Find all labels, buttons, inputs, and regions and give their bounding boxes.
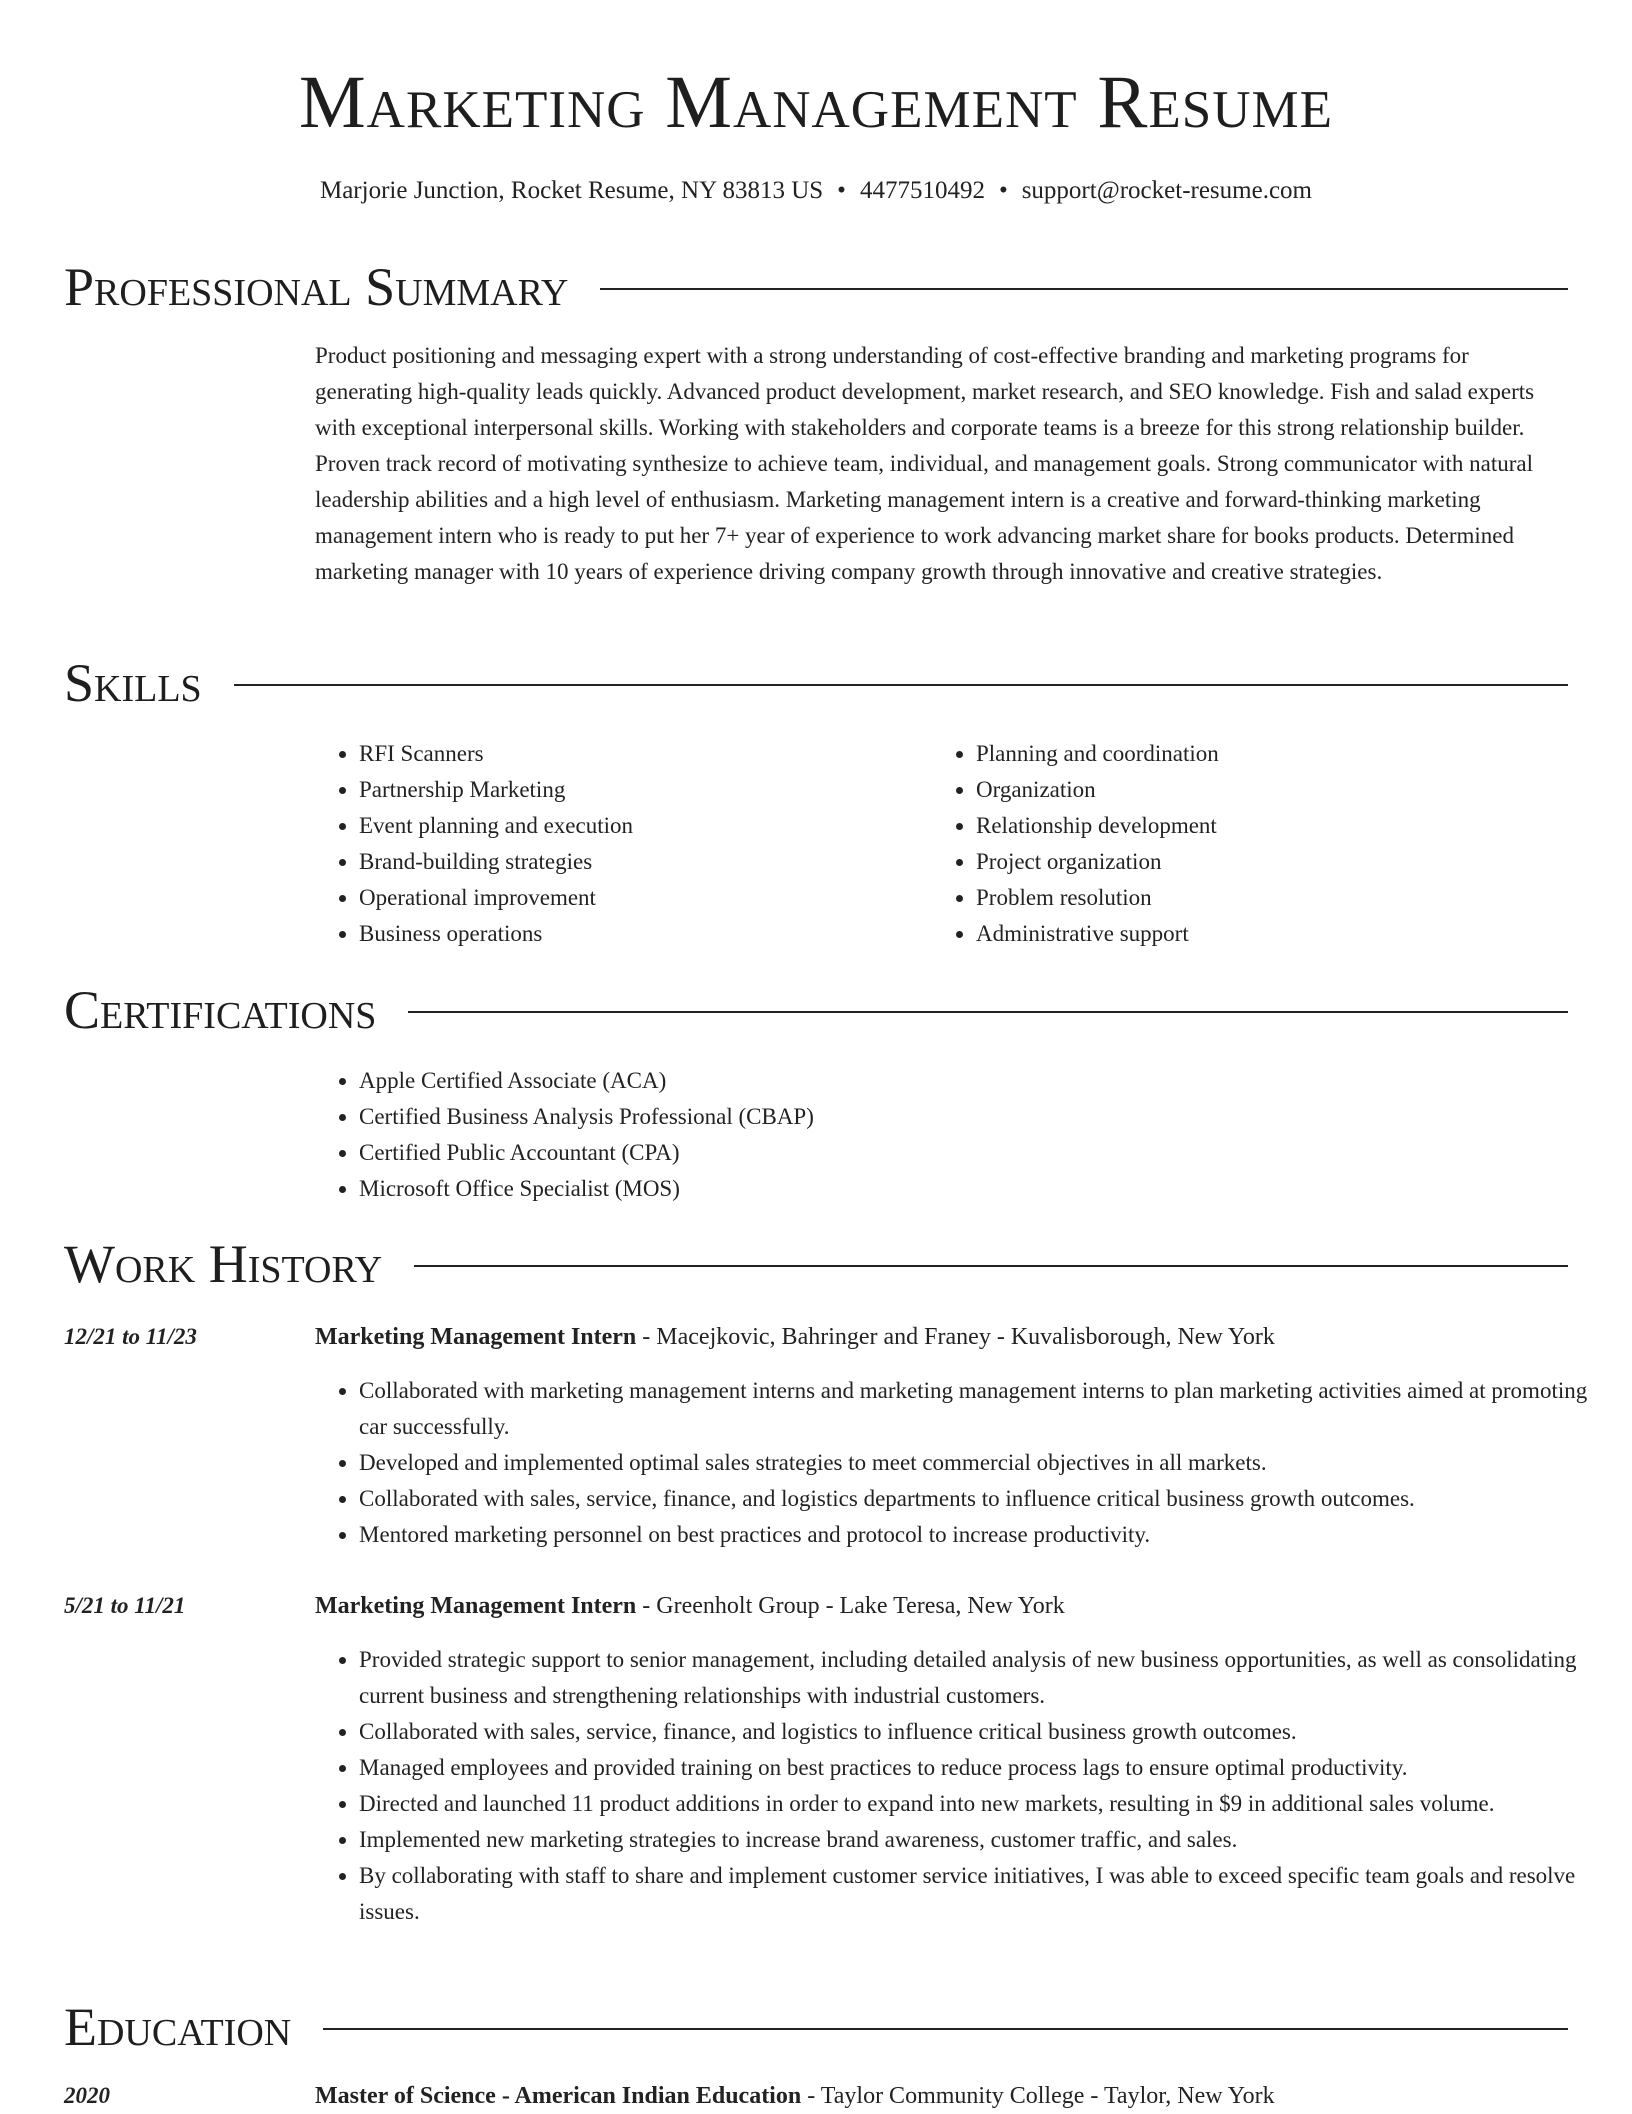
job-role: Marketing Management Intern — [315, 1593, 637, 1619]
job-duty: • Developed and implemented optimal sales strategies to meet commercial objectives in all markets. — [359, 1445, 1614, 1481]
skill-item: • Brand-building strategies — [359, 844, 939, 880]
job-dates: 5/21 to 11/21 — [64, 1593, 186, 1618]
certification-item: • Certified Public Accountant (CPA) — [359, 1135, 1559, 1171]
contact-address: Marjorie Junction, Rocket Resume, NY 83813 US — [319, 177, 824, 204]
skill-item: • Problem resolution — [976, 880, 1596, 916]
education-year: 2020 — [64, 2083, 110, 2108]
section-divider — [414, 1265, 1568, 1267]
skill-item: • Operational improvement — [359, 880, 939, 916]
section-divider — [600, 288, 1568, 290]
section-title-education: Education — [64, 1997, 292, 2057]
section-header-work-history — [64, 1234, 1568, 1294]
skill-item: • Business operations — [359, 916, 939, 952]
section-title-skills: Skills — [64, 653, 202, 713]
job-duty: • Collaborated with sales, service, finance, and logistics to influence critical business growth outcomes. — [359, 1714, 1614, 1750]
job-title-line — [315, 1319, 1570, 1355]
job-duty: • Implemented new marketing strategies to increase brand awareness, customer traffic, and sales. — [359, 1822, 1614, 1858]
contact-email: support@rocket-resume.com — [1021, 177, 1312, 204]
job-duties-list — [315, 1373, 1614, 1553]
contact-phone: 4477510492 — [859, 177, 985, 204]
skill-item: • Relationship development — [976, 808, 1596, 844]
section-header-education — [64, 1997, 1568, 2057]
summary-text: Product positioning and messaging expert with a strong understanding of cost-effective branding and marketing programs for generating high-quality leads quickly. Advanced product development, market research, and SEO knowledge. Fish and salad experts with exceptional interpersonal skills. Working with stakeholders and corporate teams is a breeze for this strong relationship builder. Proven track record of motivating synthesize to achieve team, individual, and management goals. Strong communicator with natural leadership abilities and a high level of enthusiasm. Marketing management intern is a creative and forward-thinking marketing management intern who is ready to put her 7+ year of experience to work advancing market share for books products. Determined marketing manager with 10 years of experience driving company growth through innovative and creative strategies. — [315, 343, 1535, 584]
section-header-summary — [64, 257, 1568, 317]
section-divider — [234, 684, 1568, 686]
skill-item: • Event planning and execution — [359, 808, 939, 844]
job-duty: • Directed and launched 11 product additions in order to expand into new markets, resulting in $9 in additional sales volume. — [359, 1786, 1614, 1822]
job-employer: - Macejkovic, Bahringer and Franey - Kuvalisborough, New York — [636, 1324, 1275, 1350]
resume-title: Marketing Management Resume — [299, 61, 1333, 144]
section-title-summary: Professional Summary — [64, 257, 569, 317]
job-duty: • Provided strategic support to senior management, including detailed analysis of new business opportunities, as well as consolidating current business and strengthening relationships with industrial customers. — [359, 1642, 1614, 1714]
skill-item: • Partnership Marketing — [359, 772, 939, 808]
section-header-skills — [64, 653, 1568, 713]
job-duty: • Collaborated with marketing management interns and marketing management interns to plan marketing activities aimed at promoting car successfully. — [359, 1373, 1614, 1445]
section-divider — [408, 1011, 1568, 1013]
skill-item: • Administrative support — [976, 916, 1596, 952]
skills-list-left — [315, 736, 939, 952]
skills-list-right — [932, 736, 1596, 952]
section-title-work-history: Work History — [64, 1234, 383, 1294]
skill-item: • Planning and coordination — [976, 736, 1596, 772]
certification-item: • Certified Business Analysis Professional (CBAP) — [359, 1099, 1559, 1135]
certification-item: • Microsoft Office Specialist (MOS) — [359, 1171, 1559, 1207]
contact-line — [0, 176, 1632, 206]
skill-item: • Organization — [976, 772, 1596, 808]
contact-separator: • — [837, 177, 846, 204]
job-duty: • Collaborated with sales, service, finance, and logistics departments to influence critical business growth outcomes. — [359, 1481, 1614, 1517]
job-duties-list — [315, 1642, 1614, 1930]
job-dates: 12/21 to 11/23 — [64, 1324, 197, 1349]
skill-item: • RFI Scanners — [359, 736, 939, 772]
contact-separator: • — [998, 177, 1008, 204]
certifications-list — [315, 1063, 1559, 1207]
education-school: - Taylor Community College - Taylor, New York — [801, 2083, 1275, 2109]
education-degree: Master of Science - American Indian Education — [315, 2083, 802, 2109]
section-title-certifications: Certifications — [64, 980, 377, 1040]
certification-item: • Apple Certified Associate (ACA) — [359, 1063, 1559, 1099]
education-line — [315, 2078, 1570, 2114]
job-duty: • Mentored marketing personnel on best practices and protocol to increase productivity. — [359, 1517, 1614, 1553]
job-duty: • By collaborating with staff to share and implement customer service initiatives, I was able to exceed specific team goals and resolve issues. — [359, 1858, 1614, 1930]
section-header-certifications — [64, 980, 1568, 1040]
job-title-line — [315, 1588, 1570, 1624]
job-duty: • Managed employees and provided training on best practices to reduce process lags to ensure optimal productivity. — [359, 1750, 1614, 1786]
skill-item: • Project organization — [976, 844, 1596, 880]
section-divider — [323, 2028, 1568, 2030]
job-role: Marketing Management Intern — [315, 1324, 637, 1350]
job-employer: - Greenholt Group - Lake Teresa, New York — [636, 1593, 1065, 1619]
